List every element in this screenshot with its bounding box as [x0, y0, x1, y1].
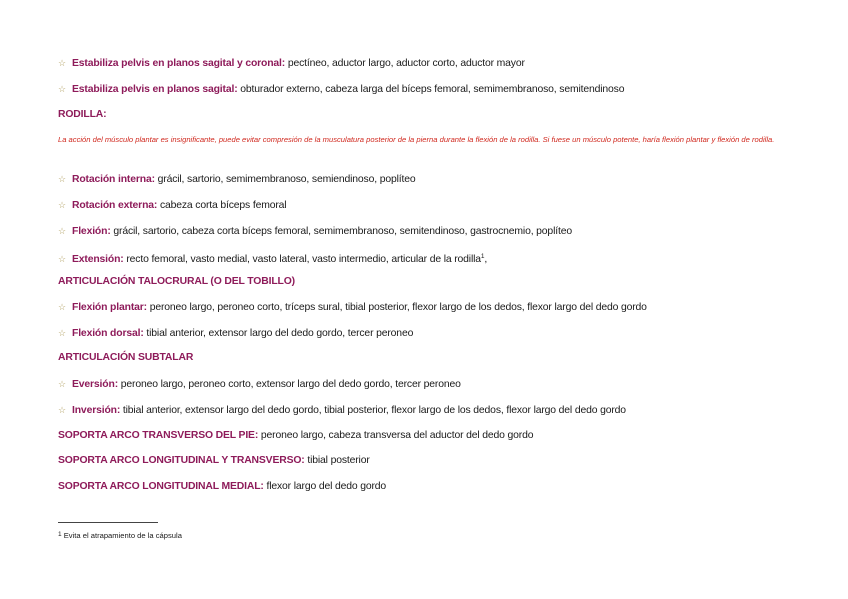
- star-icon: ☆: [58, 328, 66, 338]
- star-icon: ☆: [58, 254, 66, 264]
- footnote: 1 Evita el atrapamiento de la cápsula: [58, 531, 182, 540]
- bullet-item: ☆ Rotación interna: grácil, sartorio, semimembranoso, semiendinoso, poplíteo: [58, 174, 416, 185]
- star-icon: ☆: [58, 84, 66, 94]
- star-icon: ☆: [58, 302, 66, 312]
- bullet-item: ☆ Extensión: recto femoral, vasto medial, vasto lateral, vasto intermedio, articular de la rodilla$^1$,: [58, 253, 488, 265]
- star-icon: ☆: [58, 405, 66, 415]
- star-icon: ☆: [58, 174, 66, 184]
- bullet-item: ☆ Inversión: tibial anterior, extensor largo del dedo gordo, tibial posterior, flexor largo de los dedos, flexor largo del dedo gordo: [58, 405, 626, 416]
- section-heading-subtalar: ARTICULACIÓN SUBTALAR: [58, 352, 194, 363]
- arch-support-line: SOPORTA ARCO LONGITUDINAL MEDIAL: flexor largo del dedo gordo: [58, 481, 387, 492]
- section-heading-talocrural: ARTICULACIÓN TALOCRURAL (O DEL TOBILLO): [58, 276, 295, 287]
- bullet-item: ☆ Estabiliza pelvis en planos sagital y coronal: pectíneo, aductor largo, aductor corto, aductor mayor: [58, 58, 525, 69]
- bullet-item: ☆ Estabiliza pelvis en planos sagital: obturador externo, cabeza larga del bíceps femoral, semimembranoso, semitendinoso: [58, 84, 625, 95]
- bullet-item: ☆ Rotación externa: cabeza corta bíceps femoral: [58, 200, 287, 211]
- star-icon: ☆: [58, 226, 66, 236]
- bullet-item: ☆ Flexión dorsal: tibial anterior, extensor largo del dedo gordo, tercer peroneo: [58, 328, 414, 339]
- footnote-ref[interactable]: 1: [480, 253, 485, 260]
- arch-support-line: SOPORTA ARCO TRANSVERSO DEL PIE: peroneo largo, cabeza transversa del aductor del dedo gordo: [58, 430, 534, 441]
- bullet-item: ☆ Eversión: peroneo largo, peroneo corto, extensor largo del dedo gordo, tercer peroneo: [58, 379, 461, 390]
- star-icon: ☆: [58, 58, 66, 68]
- star-icon: ☆: [58, 200, 66, 210]
- section-heading-rodilla: RODILLA:: [58, 109, 107, 120]
- star-icon: ☆: [58, 379, 66, 389]
- footnote-divider: [58, 522, 158, 523]
- note-plantar: La acción del músculo plantar es insignificante, puede evitar compresión de la musculatura posterior de la pierna durante la flexión de la rodilla. Si fuese un músculo potente, haría flexión plantar y flexión de rodilla.: [58, 135, 775, 144]
- bullet-item: ☆ Flexión plantar: peroneo largo, peroneo corto, tríceps sural, tibial posterior, flexor largo de los dedos, flexor largo del dedo gordo: [58, 302, 647, 313]
- arch-support-line: SOPORTA ARCO LONGITUDINAL Y TRANSVERSO: tibial posterior: [58, 455, 370, 466]
- bullet-item: ☆ Flexión: grácil, sartorio, cabeza corta bíceps femoral, semimembranoso, semitendinoso, gastrocnemio, poplíteo: [58, 226, 572, 237]
